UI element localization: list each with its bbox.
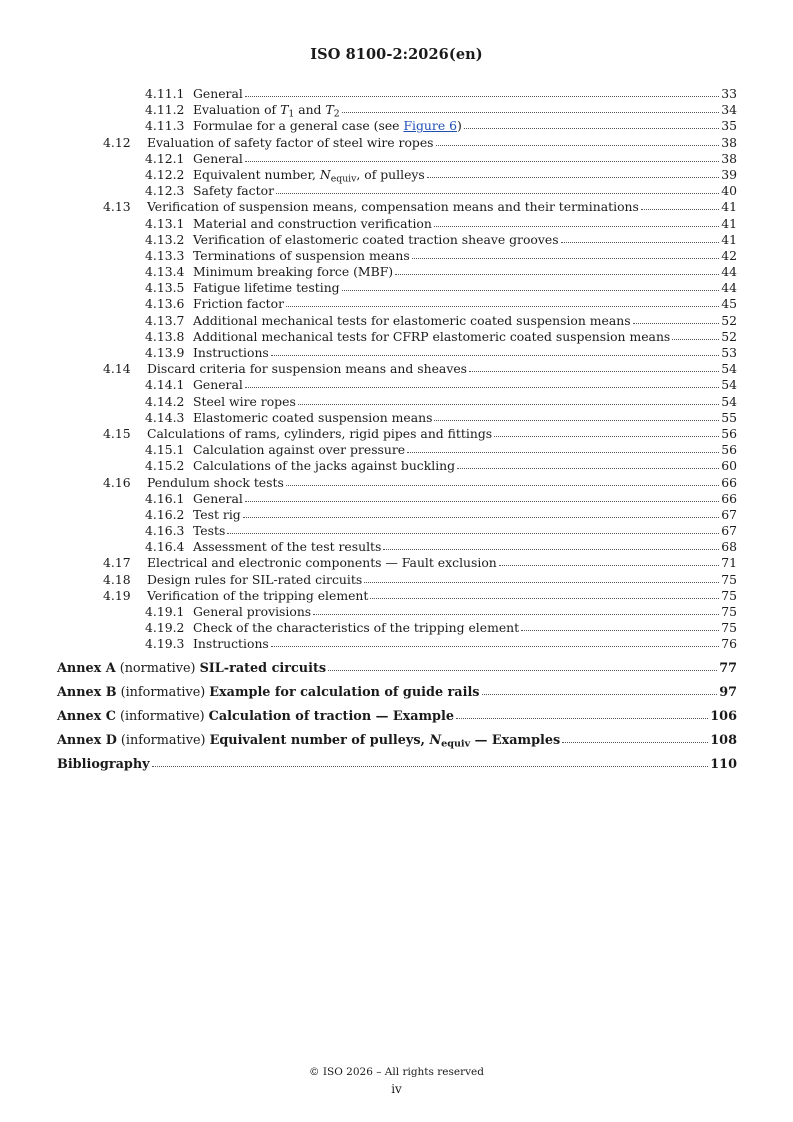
copyright-notice: © ISO 2026 – All rights reserved <box>309 1066 484 1078</box>
dot-leader <box>245 151 719 162</box>
toc-entry[interactable] <box>57 539 737 555</box>
toc-entry[interactable] <box>57 442 737 458</box>
section-title: Calculations of rams, cylinders, rigid pipes and fittings <box>147 425 493 441</box>
table-of-contents <box>57 86 737 777</box>
toc-entry[interactable] <box>57 199 737 215</box>
toc-bibliography[interactable] <box>57 753 737 777</box>
toc-entry[interactable] <box>57 216 737 232</box>
toc-annex-b[interactable] <box>57 681 737 705</box>
section-number: 4.14.2 <box>145 393 185 409</box>
page-number: 75 <box>721 587 737 603</box>
toc-entry[interactable] <box>57 491 737 507</box>
annex-label: Annex B <box>57 684 117 700</box>
section-title: Elastomeric coated suspension means <box>193 409 433 425</box>
dot-leader <box>499 555 719 566</box>
toc-entry[interactable] <box>57 377 737 393</box>
dot-leader <box>561 232 720 243</box>
section-title: Verification of elastomeric coated traction sheave grooves <box>193 231 559 247</box>
toc-entry[interactable] <box>57 458 737 474</box>
page-number: 38 <box>721 150 737 166</box>
dot-leader <box>298 394 719 405</box>
page-number: 42 <box>721 247 737 263</box>
dot-leader <box>243 507 719 518</box>
dot-leader <box>271 636 719 647</box>
toc-entry[interactable] <box>57 296 737 312</box>
page-number: 56 <box>721 425 737 441</box>
section-number: 4.11.3 <box>145 118 185 134</box>
toc-entry[interactable] <box>57 345 737 361</box>
section-number: 4.19.1 <box>145 604 185 619</box>
section-title: Pendulum shock tests <box>147 474 284 490</box>
dot-leader <box>457 458 719 469</box>
dot-leader <box>245 86 719 97</box>
page-number: 33 <box>721 86 737 101</box>
toc-entry[interactable] <box>57 475 737 491</box>
section-number: 4.14.1 <box>145 377 185 393</box>
section-number: 4.17 <box>103 555 131 571</box>
toc-entry[interactable] <box>57 636 737 652</box>
toc-entry[interactable] <box>57 604 737 620</box>
page-number: 75 <box>721 604 737 619</box>
toc-entry[interactable] <box>57 167 737 183</box>
section-number: 4.13.8 <box>145 328 185 344</box>
toc-entry[interactable] <box>57 523 737 539</box>
section-number: 4.19.3 <box>145 636 185 652</box>
annex-kind: (informative) <box>120 684 206 700</box>
section-number: 4.16.3 <box>145 523 185 539</box>
toc-annex-c[interactable] <box>57 705 737 729</box>
page-number: 60 <box>721 458 737 474</box>
toc-entry[interactable] <box>57 135 737 151</box>
dot-leader <box>456 708 708 719</box>
page-number: 55 <box>721 409 737 425</box>
toc-entry[interactable] <box>57 507 737 523</box>
page-number: 40 <box>721 183 737 199</box>
section-number: 4.19.2 <box>145 620 185 636</box>
dot-leader <box>364 572 719 583</box>
section-number: 4.13.6 <box>145 296 185 312</box>
toc-entry[interactable] <box>57 620 737 636</box>
section-number: 4.13.7 <box>145 312 185 328</box>
section-title: Friction factor <box>193 296 285 312</box>
section-title: Assessment of the test results <box>193 539 382 555</box>
section-title: General <box>193 86 243 101</box>
section-title: Additional mechanical tests for CFRP elastomeric coated suspension means <box>193 328 671 344</box>
section-number: 4.16.2 <box>145 506 185 522</box>
dot-leader <box>276 183 719 194</box>
page-footer <box>0 1066 793 1096</box>
page-number: 66 <box>721 474 737 490</box>
toc-entry[interactable] <box>57 410 737 426</box>
section-number: 4.13.5 <box>145 280 185 296</box>
section-title: Verification of the tripping element <box>147 587 369 603</box>
dot-leader <box>427 167 719 178</box>
toc-entry[interactable] <box>57 313 737 329</box>
page-number: 71 <box>721 555 737 571</box>
section-title: Instructions <box>193 636 269 652</box>
section-number: 4.11.2 <box>145 102 185 118</box>
page-number: 52 <box>721 312 737 328</box>
dot-leader <box>434 216 719 227</box>
toc-entry[interactable] <box>57 86 737 102</box>
dot-leader <box>245 491 719 502</box>
footer-page-number: iv <box>391 1082 402 1096</box>
section-number: 4.13.2 <box>145 231 185 247</box>
section-number: 4.19 <box>103 587 131 603</box>
section-number: 4.16.1 <box>145 490 185 506</box>
annex-label: Annex D <box>57 732 117 748</box>
section-title: Fatigue lifetime testing <box>193 280 340 296</box>
page-number: 108 <box>710 732 737 748</box>
dot-leader <box>328 660 717 671</box>
section-number: 4.13.9 <box>145 345 185 360</box>
dot-leader <box>245 377 719 388</box>
page-number: 110 <box>710 756 737 772</box>
page-number: 41 <box>721 215 737 231</box>
page-number: 41 <box>721 199 737 215</box>
dot-leader <box>464 118 719 129</box>
toc-entry[interactable] <box>57 588 737 604</box>
page-number: 54 <box>721 377 737 393</box>
page-number: 54 <box>721 393 737 409</box>
dot-leader <box>482 684 718 695</box>
toc-annex-a[interactable] <box>57 657 737 681</box>
page-number: 52 <box>721 328 737 344</box>
page-number: 41 <box>721 231 737 247</box>
section-title: Evaluation of safety factor of steel wire ropes <box>147 134 434 150</box>
annex-title: SIL-rated circuits <box>199 660 327 676</box>
page-number: 44 <box>721 264 737 280</box>
section-title: Tests <box>193 523 226 539</box>
toc-entry[interactable] <box>57 232 737 248</box>
page-number: 76 <box>721 636 737 652</box>
section-number: 4.15.1 <box>145 442 185 458</box>
section-number: 4.13.4 <box>145 264 185 280</box>
section-number: 4.15 <box>103 425 131 441</box>
toc-entry[interactable] <box>57 280 737 296</box>
section-number: 4.13.1 <box>145 215 185 231</box>
section-number: 4.18 <box>103 571 131 587</box>
section-number: 4.13 <box>103 199 131 215</box>
section-title: Additional mechanical tests for elastomeric coated suspension means <box>193 312 631 328</box>
annex-title: Equivalent number of pulleys, $N_{equiv}$ — Examples <box>209 732 561 749</box>
section-title: Equivalent number, $N_{equiv}$, of pulleys <box>193 166 425 185</box>
dot-leader <box>152 756 709 767</box>
dot-leader <box>342 280 720 291</box>
dot-leader <box>227 523 719 534</box>
section-title: Steel wire ropes <box>193 393 296 409</box>
dot-leader <box>370 588 719 599</box>
dot-leader <box>271 345 719 356</box>
section-title: Minimum breaking force (MBF) <box>193 264 394 280</box>
section-title: Material and construction verification <box>193 215 432 231</box>
figure-6-link[interactable]: Figure 6 <box>403 118 457 134</box>
section-number: 4.14.3 <box>145 409 185 425</box>
toc-entry[interactable] <box>57 426 737 442</box>
toc-entry[interactable] <box>57 361 737 377</box>
toc-entry[interactable] <box>57 118 737 134</box>
page-number: 34 <box>721 102 737 118</box>
toc-entry[interactable] <box>57 329 737 345</box>
toc-entry[interactable] <box>57 151 737 167</box>
page-number: 54 <box>721 361 737 377</box>
annex-kind: (normative) <box>119 660 196 676</box>
page-number: 35 <box>721 118 737 134</box>
page-number: 45 <box>721 296 737 312</box>
section-title: General <box>193 150 243 166</box>
toc-annex-d[interactable] <box>57 729 737 753</box>
page-number: 68 <box>721 539 737 555</box>
page-number: 66 <box>721 490 737 506</box>
page-number: 53 <box>721 345 737 360</box>
annex-kind: (informative) <box>119 708 205 724</box>
page-number: 39 <box>721 166 737 182</box>
page-number: 67 <box>721 523 737 539</box>
bibliography-title: Bibliography <box>57 756 150 772</box>
section-title: Calculation against over pressure <box>193 442 406 458</box>
section-number: 4.14 <box>103 361 131 377</box>
section-number: 4.12.2 <box>145 166 185 182</box>
section-title: Electrical and electronic components — Fault exclusion <box>147 555 497 571</box>
toc-entry[interactable] <box>57 248 737 264</box>
section-number: 4.12 <box>103 134 131 150</box>
section-title: Verification of suspension means, compensation means and their terminations <box>147 199 639 215</box>
dot-leader <box>672 329 719 340</box>
section-title: Design rules for SIL-rated circuits <box>147 571 363 587</box>
toc-entry[interactable] <box>57 572 737 588</box>
dot-leader <box>313 604 719 615</box>
section-number: 4.12.3 <box>145 183 185 199</box>
annex-kind: (informative) <box>120 732 206 748</box>
dot-leader <box>521 620 719 631</box>
dot-leader <box>395 264 719 275</box>
section-title: Evaluation of $T_1$ and $T_2$ <box>193 102 340 120</box>
annex-label: Annex A <box>57 660 116 676</box>
toc-entry[interactable] <box>57 102 737 118</box>
annex-title: Calculation of traction — Example <box>208 708 455 724</box>
dot-leader <box>383 539 719 550</box>
section-title: Discard criteria for suspension means and sheaves <box>147 361 468 377</box>
section-number: 4.16 <box>103 474 131 490</box>
dot-leader <box>633 313 720 324</box>
dot-leader <box>286 475 719 486</box>
section-number: 4.16.4 <box>145 539 185 555</box>
dot-leader <box>407 442 719 453</box>
section-title: Formulae for a general case (see Figure 6) <box>193 118 462 134</box>
page-header: ISO 8100-2:2026(en) <box>310 46 483 63</box>
page-number: 67 <box>721 506 737 522</box>
annex-title: Example for calculation of guide rails <box>209 684 480 700</box>
section-title: Terminations of suspension means <box>193 247 410 263</box>
section-number: 4.12.1 <box>145 150 185 166</box>
section-title: General provisions <box>193 604 312 619</box>
section-number: 4.15.2 <box>145 458 185 474</box>
section-number: 4.13.3 <box>145 247 185 263</box>
dot-leader <box>286 296 719 307</box>
dot-leader <box>434 410 719 421</box>
section-title: Safety factor <box>193 183 274 199</box>
toc-entry[interactable] <box>57 183 737 199</box>
page-number: 56 <box>721 442 737 458</box>
dot-leader <box>494 426 719 437</box>
page-number: 75 <box>721 620 737 636</box>
section-title: Test rig <box>193 506 241 522</box>
page-number: 44 <box>721 280 737 296</box>
section-number: 4.11.1 <box>145 86 185 101</box>
toc-entry[interactable] <box>57 555 737 571</box>
page-number: 106 <box>710 708 737 724</box>
page-number: 97 <box>719 684 737 700</box>
dot-leader <box>641 199 719 210</box>
toc-entry[interactable] <box>57 264 737 280</box>
section-title: Check of the characteristics of the tripping element <box>193 620 520 636</box>
page-number: 38 <box>721 134 737 150</box>
section-title: Calculations of the jacks against buckling <box>193 458 456 474</box>
dot-leader <box>342 102 720 113</box>
section-title: General <box>193 377 243 393</box>
dot-leader <box>412 248 719 259</box>
annex-label: Annex C <box>57 708 116 724</box>
dot-leader <box>436 135 720 146</box>
toc-entry[interactable] <box>57 394 737 410</box>
dot-leader <box>469 361 719 372</box>
page-number: 77 <box>719 660 737 676</box>
page-number: 75 <box>721 571 737 587</box>
section-title: Instructions <box>193 345 269 360</box>
dot-leader <box>562 732 708 743</box>
section-title: General <box>193 490 243 506</box>
